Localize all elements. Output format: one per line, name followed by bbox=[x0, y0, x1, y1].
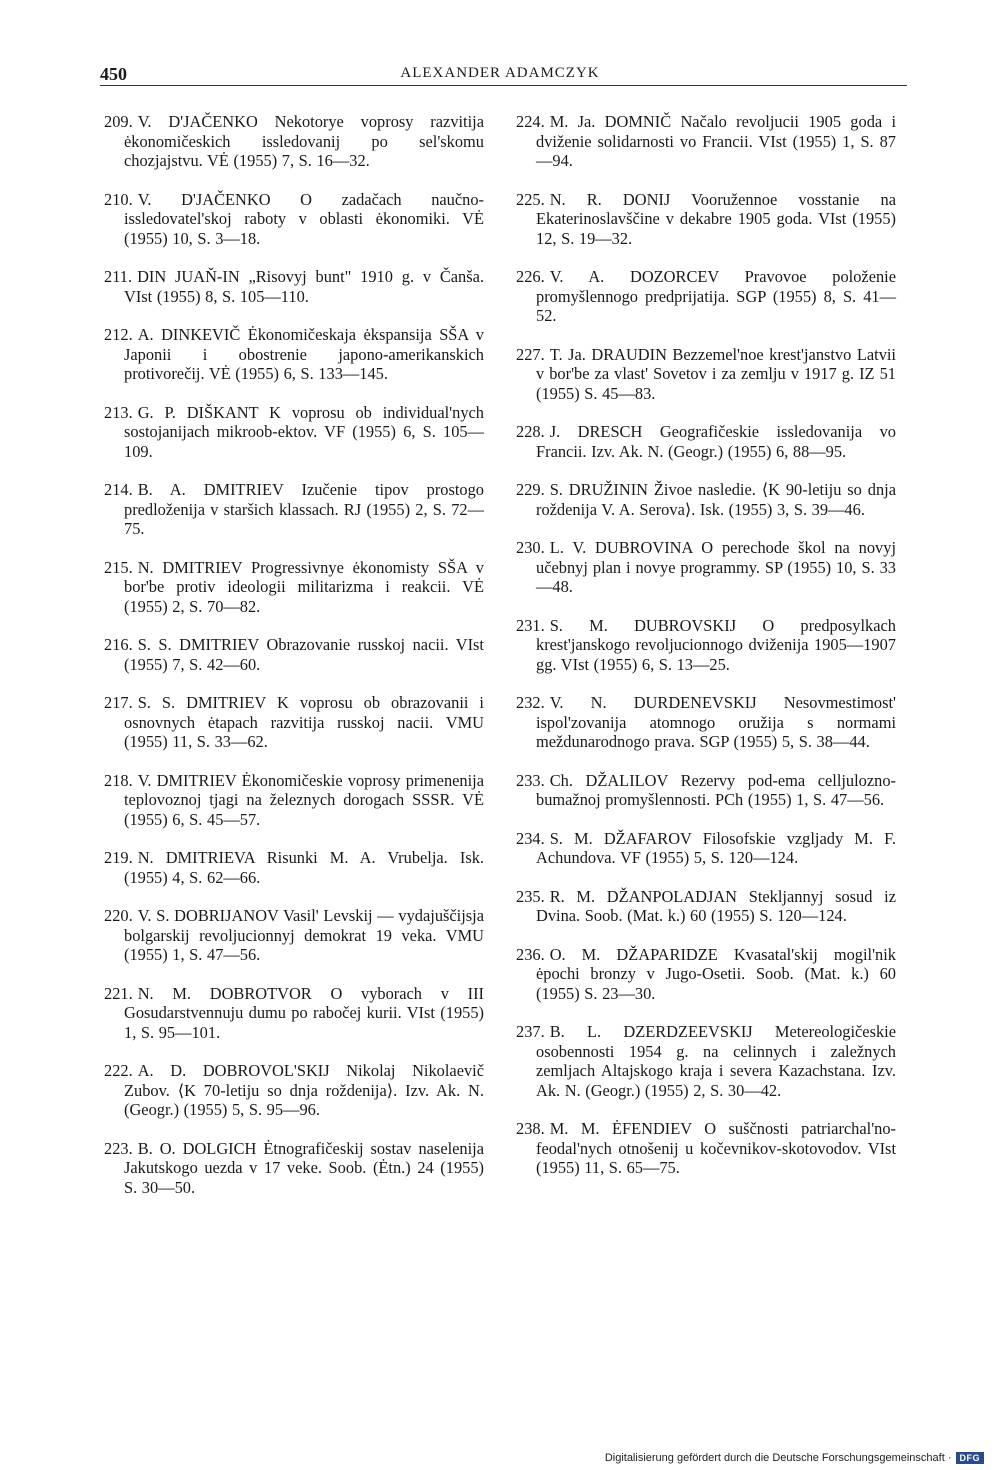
entry-text: R. M. DŽANPOLADJAN Stekljannyj sosud iz Dvina. Soob. (Mat. k.) 60 (1955) S. 120—124. bbox=[536, 886, 896, 925]
entry-text: V. S. DOBRIJANOV Vasil' Levskij — vydajuščijsja bolgarskij revoljucionnyj demokrat 19 veka. VMU (1955) 1, S. 47—56. bbox=[124, 906, 484, 964]
entry-text: S. M. DUBROVSKIJ O predposylkach krest'janskogo revoljucionnogo dviženija 1905—1907 gg. VIst (1955) 6, S. 13—25. bbox=[536, 615, 896, 674]
entry-text: V. DMITRIEV Ėkonomičeskie voprosy primenenija teplovoznoj tjagi na železnych dorogach SSSR. VĖ (1955) 6, S. 45—57. bbox=[124, 770, 484, 829]
entry-text: V. A. DOZORCEV Pravovoe položenie promyšlennogo predprijatija. SGP (1955) 8, S. 41—52. bbox=[536, 267, 896, 325]
entry-number: 230. bbox=[516, 538, 545, 557]
right-column bbox=[516, 112, 896, 1178]
bibliography-entry bbox=[104, 1061, 484, 1120]
entry-number: 212. bbox=[104, 325, 133, 344]
bibliography-entry bbox=[516, 538, 896, 597]
entry-number: 215. bbox=[104, 557, 133, 577]
entry-number: 234. bbox=[516, 828, 545, 848]
page-number: 450 bbox=[100, 64, 127, 84]
bibliography-entry bbox=[104, 190, 484, 249]
entry-number: 226. bbox=[516, 267, 545, 286]
entry-number: 218. bbox=[104, 770, 133, 790]
entry-number: 238. bbox=[516, 1119, 545, 1138]
bibliography-entry bbox=[104, 267, 484, 306]
bibliography-entry bbox=[104, 558, 484, 617]
entry-text: S. S. DMITRIEV Obrazovanie russkoj nacii. VIst (1955) 7, S. 42—60. bbox=[124, 635, 484, 674]
entry-number: 233. bbox=[516, 770, 545, 790]
entry-text: B. A. DMITRIEV Izučenie tipov prostogo predloženija v staršich klassach. RJ (1955) 2, S. 72—75. bbox=[124, 480, 484, 538]
footer bbox=[605, 1452, 984, 1464]
bibliography-entry bbox=[516, 112, 896, 171]
bibliography-entry bbox=[104, 112, 484, 171]
entry-text: S. DRUŽININ Živoe nasledie. ⟨K 90-letiju so dnja roždenija V. A. Serova⟩. Isk. (1955) 3, S. 39—46. bbox=[536, 480, 896, 519]
entry-number: 227. bbox=[516, 344, 545, 364]
header-rule bbox=[100, 85, 907, 86]
entry-text: S. M. DŽAFAROV Filosofskie vzgljady M. F. Achundova. VF (1955) 5, S. 120—124. bbox=[536, 828, 896, 867]
footer-credit: Digitalisierung gefördert durch die Deutsche Forschungsgemeinschaft · bbox=[604, 1452, 952, 1464]
entry-number: 222. bbox=[104, 1061, 133, 1080]
entry-number: 214. bbox=[104, 480, 133, 499]
dfg-logo: DFG bbox=[956, 1452, 985, 1464]
entry-text: N. M. DOBROTVOR O vyborach v III Gosudarstvennuju dumu po rabočej kurii. VIst (1955) 1, S. 95—101. bbox=[124, 983, 484, 1042]
left-column bbox=[104, 112, 484, 1197]
entry-number: 231. bbox=[516, 615, 545, 635]
bibliography-entry bbox=[104, 480, 484, 539]
entry-text: Ch. DŽALILOV Rezervy pod-ema celljulozno-bumažnoj promyšlennosti. PCh (1955) 1, S. 47—56. bbox=[536, 770, 896, 809]
bibliography-entry bbox=[104, 325, 484, 384]
entry-number: 232. bbox=[516, 693, 545, 712]
entry-number: 229. bbox=[516, 480, 545, 499]
bibliography-entry bbox=[104, 906, 484, 965]
entry-text: B. O. DOLGICH Ėtnografičeskij sostav naselenija Jakutskogo uezda v 17 veke. Soob. (Ėtn.) 24 (1955) S. 30—50. bbox=[124, 1138, 484, 1197]
entry-text: N. DMITRIEV Progressivnye ėkonomisty SŠA v bor'be protiv ideologii militarizma i reakcii. VĖ (1955) 2, S. 70—82. bbox=[124, 557, 484, 616]
entry-text: A. D. DOBROVOL'SKIJ Nikolaj Nikolaevič Zubov. ⟨K 70-letiju so dnja roždenija⟩. Izv. Ak. N. (Geogr.) (1955) 5, S. 95—96. bbox=[124, 1061, 484, 1119]
entry-number: 217. bbox=[104, 693, 133, 712]
bibliography-entry bbox=[516, 480, 896, 519]
entry-text: N. DMITRIEVA Risunki M. A. Vrubelja. Isk. (1955) 4, S. 62—66. bbox=[124, 848, 484, 887]
entry-number: 209. bbox=[104, 112, 133, 131]
bibliography-entry bbox=[104, 693, 484, 752]
entry-text: T. Ja. DRAUDIN Bezzemel'noe krest'janstvo Latvii v bor'be za vlast' Sovetov i za zemlju v 1917 g. IZ 51 (1955) S. 45—83. bbox=[536, 344, 896, 403]
entry-number: 210. bbox=[104, 189, 133, 209]
bibliography-entry bbox=[516, 693, 896, 752]
entry-number: 224. bbox=[516, 112, 545, 131]
entry-number: 216. bbox=[104, 635, 133, 654]
entry-text: N. R. DONIJ Vooružennoe vosstanie na Ekaterinoslavščine v dekabre 1905 goda. VIst (1955) 12, S. 19—32. bbox=[536, 189, 896, 248]
entry-number: 211. bbox=[104, 267, 133, 286]
bibliography-entry bbox=[516, 771, 896, 810]
bibliography-entry bbox=[104, 635, 484, 674]
entry-text: M. M. ĖFENDIEV O suščnosti patriarchal'no-feodal'nych otnošenij u kočevnikov-skotovodov. VIst (1955) 11, S. 65—75. bbox=[536, 1119, 896, 1177]
entry-number: 213. bbox=[104, 402, 133, 422]
entry-text: V. D'JAČENKO O zadačach naučno-issledovatel'skoj raboty v oblasti ėkonomiki. VĖ (1955) 10, S. 3—18. bbox=[124, 189, 484, 248]
entry-number: 223. bbox=[104, 1138, 133, 1158]
bibliography-entry bbox=[104, 1139, 484, 1198]
entry-text: M. Ja. DOMNIČ Načalo revoljucii 1905 goda i dviženie solidarnosti vo Francii. VIst (1955) 1, S. 87—94. bbox=[536, 112, 896, 170]
entry-text: DIN JUAŇ-IN „Risovyj bunt" 1910 g. v Čanša. VIst (1955) 8, S. 105—110. bbox=[124, 267, 484, 306]
entry-number: 220. bbox=[104, 906, 133, 925]
bibliography-entry bbox=[516, 190, 896, 249]
entry-number: 228. bbox=[516, 422, 545, 441]
bibliography-entry bbox=[516, 1022, 896, 1100]
bibliography-entry bbox=[104, 403, 484, 462]
bibliography-entry bbox=[516, 887, 896, 926]
entry-text: O. M. DŽAPARIDZE Kvasatal'skij mogil'nik ėpochi bronzy v Jugo-Osetii. Soob. (Mat. k.) 60 (1955) S. 23—30. bbox=[536, 944, 896, 1003]
entry-text: L. V. DUBROVINA O perechode škol na novyj učebnyj plan i novye programmy. SP (1955) 10, S. 33—48. bbox=[536, 538, 896, 596]
entry-number: 235. bbox=[516, 886, 545, 906]
entry-text: J. DRESCH Geografičeskie issledovanija vo Francii. Izv. Ak. N. (Geogr.) (1955) 6, 88—95. bbox=[536, 422, 896, 461]
entry-number: 225. bbox=[516, 189, 545, 209]
bibliography-entry bbox=[104, 848, 484, 887]
entry-number: 219. bbox=[104, 848, 133, 867]
running-head: ALEXANDER ADAMCZYK bbox=[400, 65, 600, 81]
bibliography-entry bbox=[516, 345, 896, 404]
entry-text: G. P. DIŠKANT K voprosu ob individual'nych sostojanijach mikroob-ektov. VF (1955) 6, S. 105—109. bbox=[124, 402, 484, 461]
bibliography-entry bbox=[516, 829, 896, 868]
entry-text: S. S. DMITRIEV K voprosu ob obrazovanii i osnovnych ėtapach razvitija russkoj nacii. VMU (1955) 11, S. 33—62. bbox=[124, 693, 484, 751]
bibliography-entry bbox=[516, 1119, 896, 1178]
entry-text: V. D'JAČENKO Nekotorye voprosy razvitija ėkonomičeskich issledovanij po sel'skomu chozjajstvu. VĖ (1955) 7, S. 16—32. bbox=[124, 112, 484, 170]
entry-text: B. L. DZERDZEEVSKIJ Metereologičeskie osobennosti 1954 g. na celinnych i zaležnych zemljach Altajskogo kraja i severa Kazachstana. Izv. Ak. N. (Geogr.) (1955) 2, S. 30—42. bbox=[536, 1022, 896, 1100]
bibliography-entry bbox=[104, 771, 484, 830]
bibliography-entry bbox=[516, 616, 896, 675]
entry-number: 221. bbox=[104, 983, 133, 1003]
bibliography-entry bbox=[516, 267, 896, 326]
bibliography-entry bbox=[516, 945, 896, 1004]
entry-text: V. N. DURDENEVSKIJ Nesovmestimost' ispol'zovanija atomnogo oružija s normami meždunarodnogo prava. SGP (1955) 5, S. 38—44. bbox=[536, 693, 896, 751]
entry-text: A. DINKEVIČ Ėkonomičeskaja ėkspansija SŠA v Japonii i obostrenie japono-amerikanskich protivorečij. VĖ (1955) 6, S. 133—145. bbox=[124, 325, 484, 383]
entry-number: 237. bbox=[516, 1022, 545, 1041]
entry-number: 236. bbox=[516, 944, 545, 964]
bibliography-entry bbox=[104, 984, 484, 1043]
bibliography-entry bbox=[516, 422, 896, 461]
